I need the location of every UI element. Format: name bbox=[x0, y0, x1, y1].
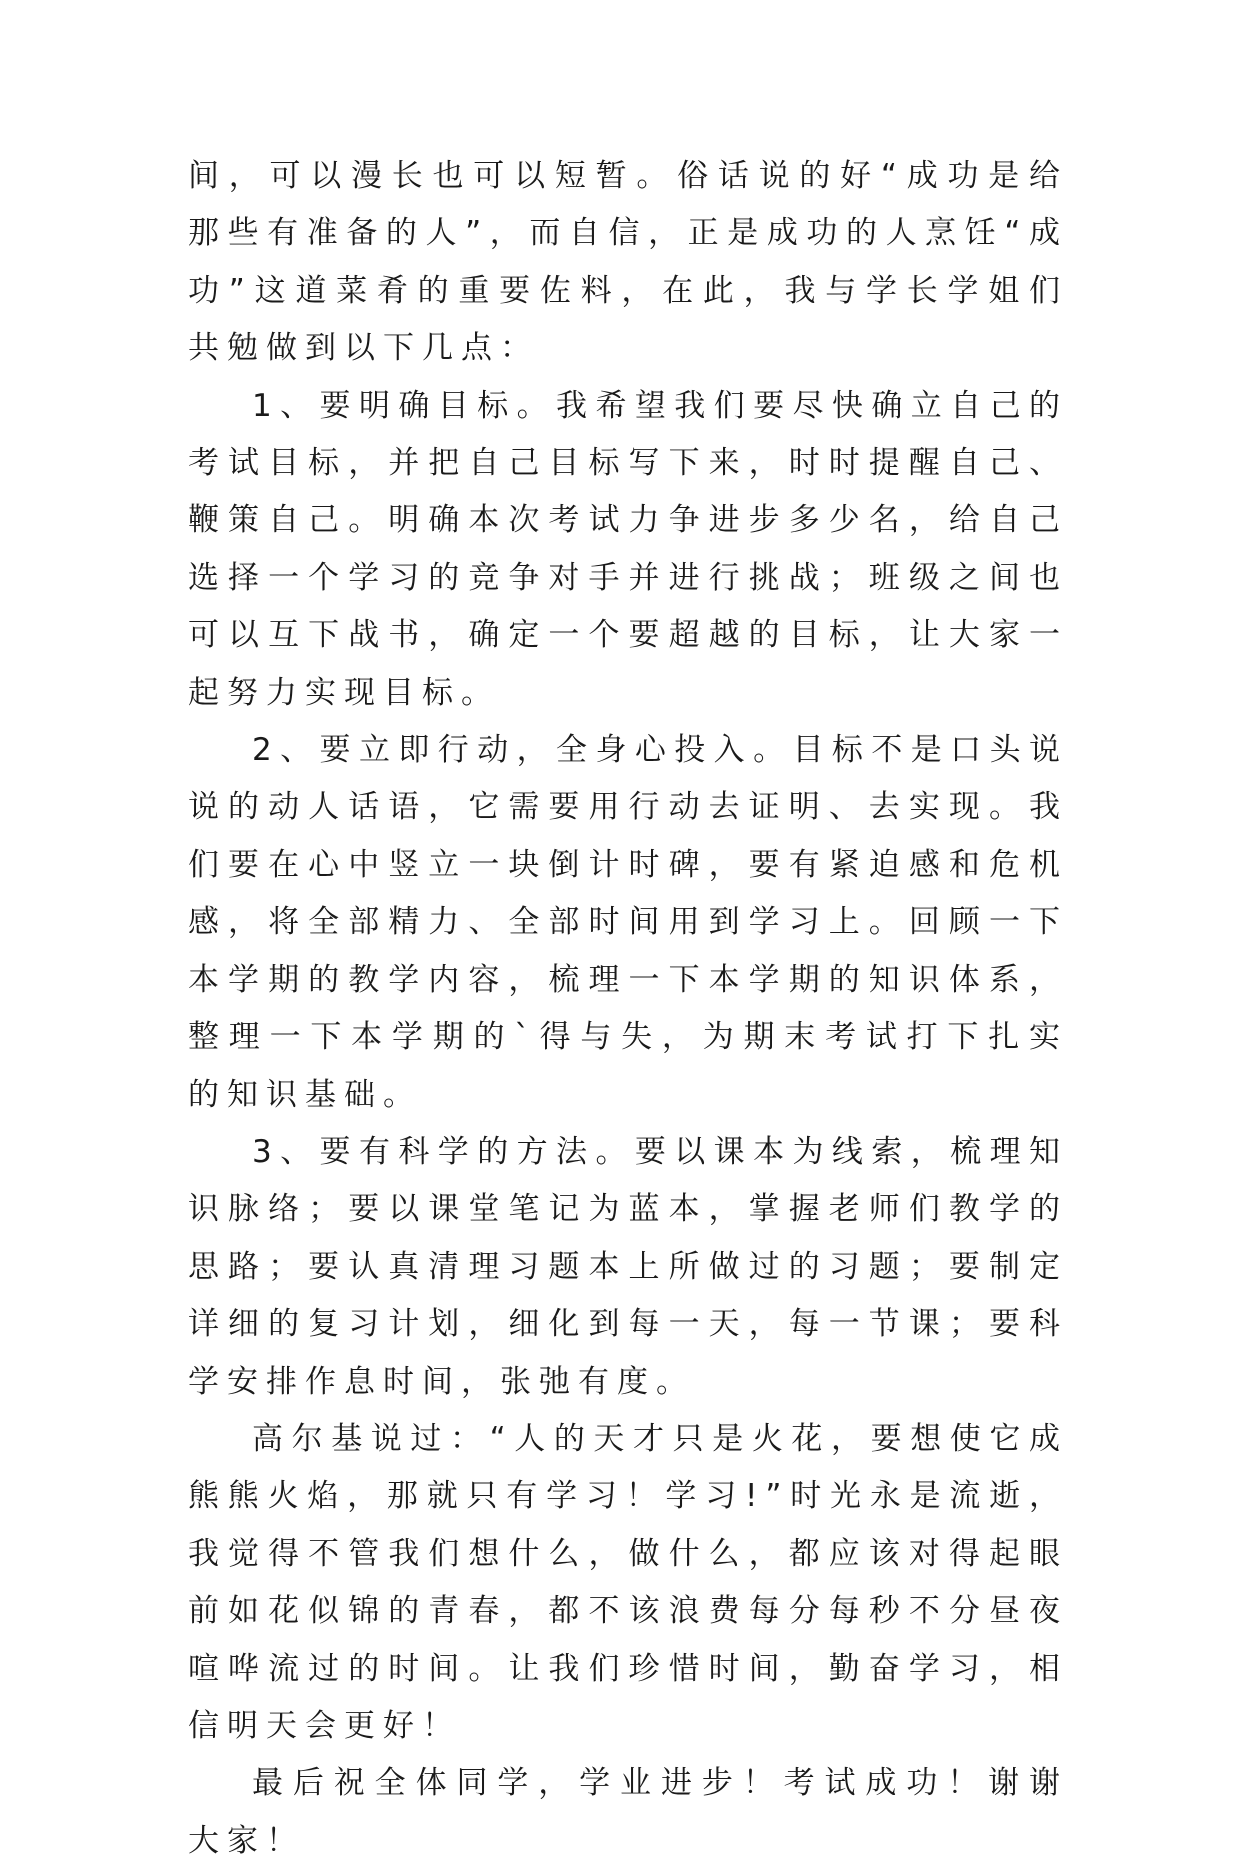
document-body bbox=[188, 148, 1068, 1870]
paragraph-1: 间，可以漫长也可以短暂。俗话说的好“成功是给那些有准备的人”，而自信，正是成功的人烹饪“成功”这道菜肴的重要佐料，在此，我与学长学姐们共勉做到以下几点： bbox=[188, 158, 1068, 367]
paragraph-6: 最后祝全体同学，学业进步！考试成功！谢谢大家！ bbox=[188, 1765, 1068, 1859]
paragraph-4: 3、要有科学的方法。要以课本为线索，梳理知识脉络；要以课堂笔记为蓝本，掌握老师们教学的思路；要认真清理习题本上所做过的习题；要制定详细的复习计划，细化到每一天，每一节课；要科学安排作息时间，张弛有度。 bbox=[188, 1133, 1068, 1400]
paragraph-5: 高尔基说过：“人的天才只是火花，要想使它成熊熊火焰，那就只有学习！学习!”时光永是流逝，我觉得不管我们想什么，做什么，都应该对得起眼前如花似锦的青春，都不该浪费每分每秒不分昼夜喧哗流过的时间。让我们珍惜时间，勤奋学习，相信明天会更好！ bbox=[188, 1420, 1068, 1744]
paragraph-2: 1、要明确目标。我希望我们要尽快确立自己的考试目标，并把自己目标写下来，时时提醒自己、鞭策自己。明确本次考试力争进步多少名，给自己选择一个学习的竞争对手并进行挑战；班级之间也可以互下战书，确定一个要超越的目标，让大家一起努力实现目标。 bbox=[188, 387, 1068, 711]
paragraph-3: 2、要立即行动，全身心投入。目标不是口头说说的动人话语，它需要用行动去证明、去实现。我们要在心中竖立一块倒计时碑，要有紧迫感和危机感，将全部精力、全部时间用到学习上。回顾一下本学期的教学内容，梳理一下本学期的知识体系，整理一下本学期的`得与失，为期末考试打下扎实的知识基础。 bbox=[188, 732, 1068, 1113]
